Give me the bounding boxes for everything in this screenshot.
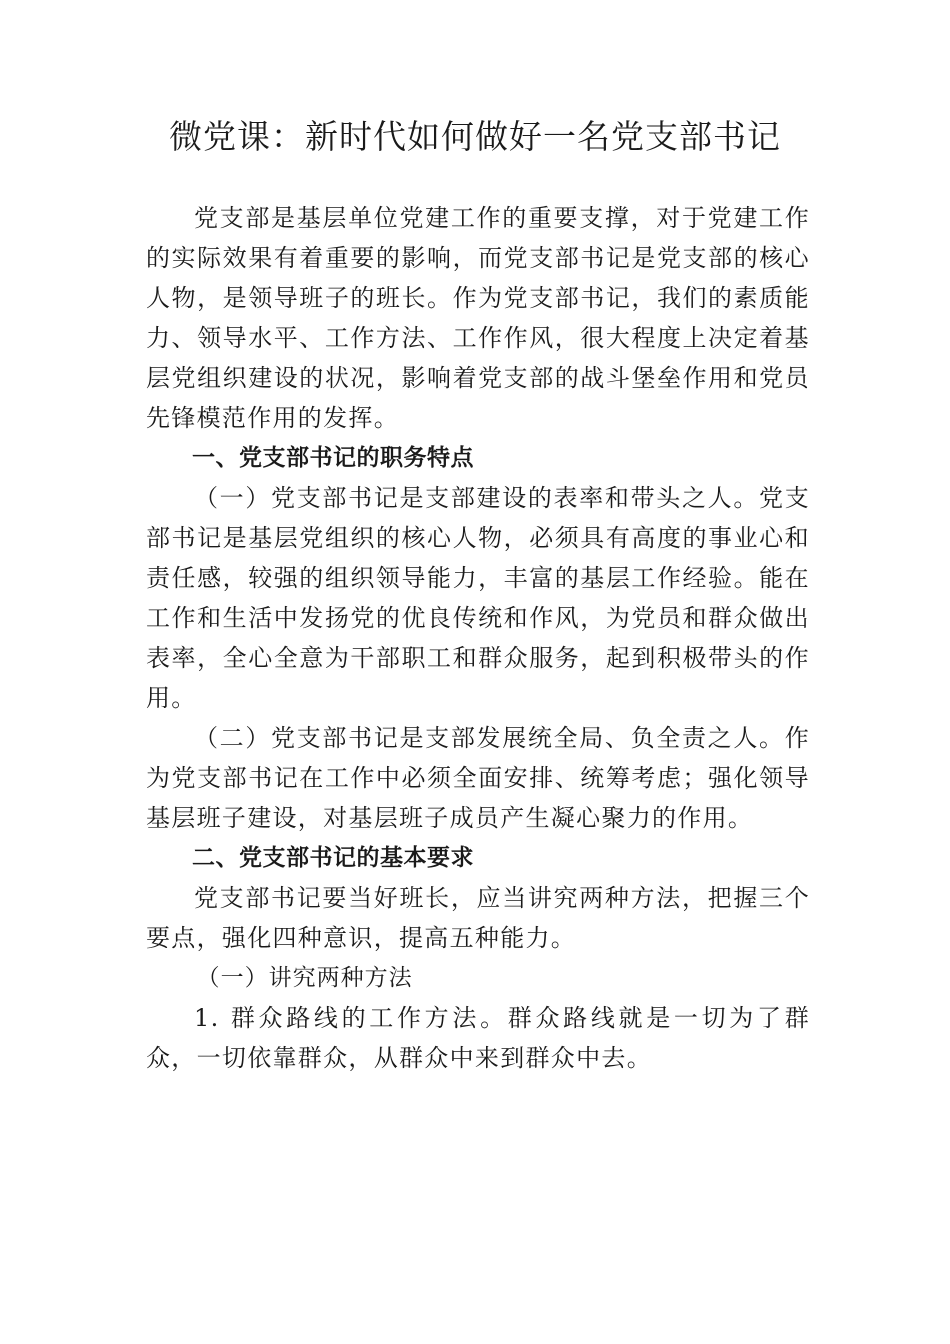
section-2-paragraph-2: 1. 群众路线的工作方法。群众路线就是一切为了群众，一切依靠群众，从群众中来到群众中去。	[146, 1004, 810, 1072]
section-1-paragraph-2: （二）党支部书记是支部发展统全局、负全责之人。作为党支部书记在工作中必须全面安排、统筹考虑；强化领导基层班子建设，对基层班子成员产生凝心聚力的作用。	[146, 724, 810, 832]
section-2-heading: 二、党支部书记的基本要求	[192, 845, 474, 871]
section-1-heading: 一、党支部书记的职务特点	[192, 445, 474, 471]
section-2-paragraph-1: 党支部书记要当好班长，应当讲究两种方法，把握三个要点，强化四种意识，提高五种能力。	[146, 884, 810, 952]
document-title: 微党课：新时代如何做好一名党支部书记	[169, 117, 781, 156]
section-1-paragraph-1: （一）党支部书记是支部建设的表率和带头之人。党支部书记是基层党组织的核心人物，必须具有高度的事业心和责任感，较强的组织领导能力，丰富的基层工作经验。能在工作和生活中发扬党的优良传统和作风，为党员和群众做出表率，全心全意为干部职工和群众服务，起到积极带头的作用。	[146, 484, 810, 712]
intro-paragraph: 党支部是基层单位党建工作的重要支撑，对于党建工作的实际效果有着重要的影响，而党支部书记是党支部的核心人物，是领导班子的班长。作为党支部书记，我们的素质能力、领导水平、工作方法、工作作风，很大程度上决定着基层党组织建设的状况，影响着党支部的战斗堡垒作用和党员先锋模范作用的发挥。	[146, 204, 810, 432]
document-body	[146, 198, 810, 1078]
section-2-subheading-1: （一）讲究两种方法	[196, 965, 413, 991]
